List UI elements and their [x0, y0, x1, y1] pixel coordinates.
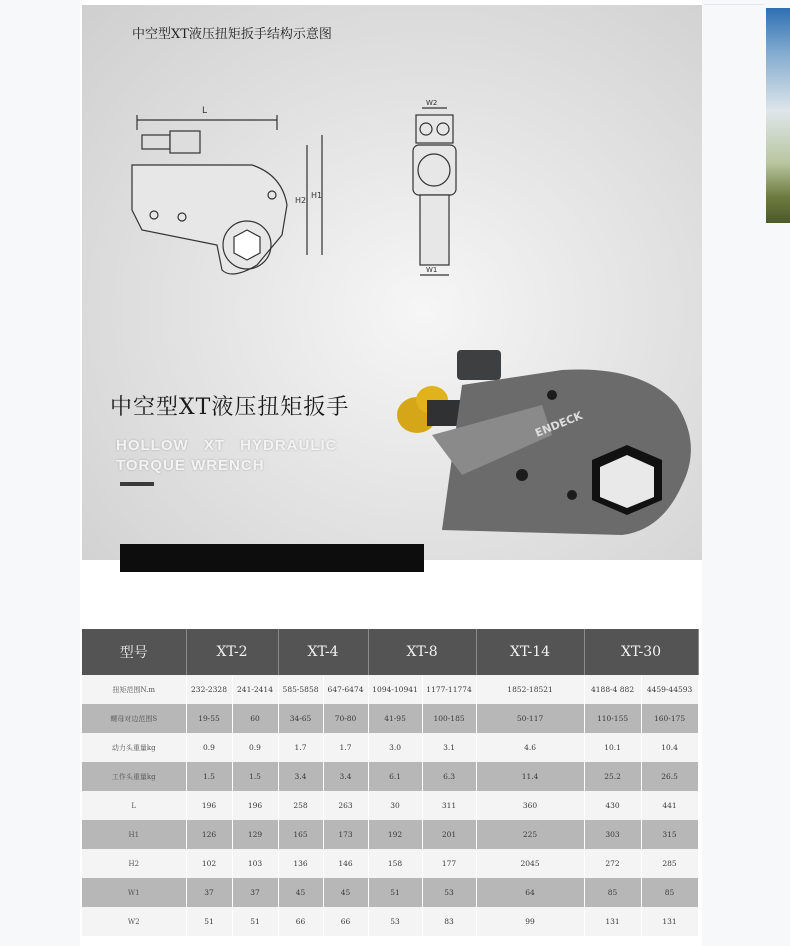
- black-bar: [120, 544, 424, 572]
- row-label: 扭矩范围N.m: [82, 675, 186, 704]
- table-cell: 1.5: [186, 762, 232, 791]
- structure-diagram: [82, 5, 702, 560]
- header-cell: XT-4: [278, 629, 368, 675]
- row-label: L: [82, 791, 186, 820]
- table-cell: 196: [232, 791, 278, 820]
- table-cell: 85: [584, 878, 641, 907]
- header-cell: XT-2: [186, 629, 278, 675]
- product-poster: [82, 5, 702, 560]
- brand-label: ENDECK: [533, 409, 585, 440]
- row-label: H2: [82, 849, 186, 878]
- table-cell: 51: [368, 878, 422, 907]
- left-gutter: [0, 0, 80, 946]
- dim-l: L: [202, 106, 208, 116]
- table-cell: 129: [232, 820, 278, 849]
- table-cell: 51: [186, 907, 232, 936]
- header-cell: XT-30: [584, 629, 698, 675]
- product-title-en-line1: HOLLOW XT HYDRAULIC: [116, 437, 338, 454]
- table-cell: 11.4: [476, 762, 584, 791]
- row-label: 工作头重量kg: [82, 762, 186, 791]
- table-cell: 146: [323, 849, 368, 878]
- table-cell: 4188-4 882: [584, 675, 641, 704]
- table-cell: 99: [476, 907, 584, 936]
- table-cell: 1177-11774: [422, 675, 476, 704]
- table-cell: 4.6: [476, 733, 584, 762]
- table-cell: 102: [186, 849, 232, 878]
- dim-w2: W2: [426, 99, 438, 107]
- table-cell: 165: [278, 820, 323, 849]
- divider: [704, 4, 764, 5]
- table-cell: 647-6474: [323, 675, 368, 704]
- table-cell: 6.3: [422, 762, 476, 791]
- table-cell: 53: [422, 878, 476, 907]
- table-cell: 1094-10941: [368, 675, 422, 704]
- table-cell: 3.4: [278, 762, 323, 791]
- row-label: W2: [82, 907, 186, 936]
- decorative-dash: [120, 482, 154, 486]
- table-cell: 1.7: [323, 733, 368, 762]
- front-view-drawing: [413, 108, 456, 275]
- table-cell: 4459-44593: [641, 675, 698, 704]
- table-cell: 160-175: [641, 704, 698, 733]
- table-cell: 285: [641, 849, 698, 878]
- wrench-photo: [397, 350, 691, 535]
- table-header-row: [82, 629, 698, 675]
- table-cell: 6.1: [368, 762, 422, 791]
- table-cell: 70-80: [323, 704, 368, 733]
- table-cell: 158: [368, 849, 422, 878]
- table-cell: 30: [368, 791, 422, 820]
- table-cell: 3.1: [422, 733, 476, 762]
- table-cell: 0.9: [232, 733, 278, 762]
- table-cell: 360: [476, 791, 584, 820]
- diagram-title: 中空型XT液压扭矩扳手结构示意图: [132, 27, 332, 42]
- table-cell: 272: [584, 849, 641, 878]
- dim-w1: W1: [426, 266, 438, 274]
- table-cell: 100-185: [422, 704, 476, 733]
- table-cell: 258: [278, 791, 323, 820]
- table-cell: 53: [368, 907, 422, 936]
- spec-table: [82, 629, 699, 936]
- table-cell: 136: [278, 849, 323, 878]
- table-cell: 66: [323, 907, 368, 936]
- table-cell: 1852-18521: [476, 675, 584, 704]
- table-cell: 232-2328: [186, 675, 232, 704]
- product-title-cn: 中空型XT液压扭矩扳手: [110, 395, 350, 420]
- table-row: [82, 820, 698, 849]
- table-cell: 51: [232, 907, 278, 936]
- row-label: W1: [82, 878, 186, 907]
- table-cell: 1.7: [278, 733, 323, 762]
- table-cell: 430: [584, 791, 641, 820]
- table-cell: 0.9: [186, 733, 232, 762]
- table-cell: 131: [641, 907, 698, 936]
- table-cell: 225: [476, 820, 584, 849]
- table-cell: 441: [641, 791, 698, 820]
- thumbnail-image[interactable]: [766, 8, 790, 223]
- table-cell: 83: [422, 907, 476, 936]
- table-cell: 37: [186, 878, 232, 907]
- table-row: [82, 907, 698, 936]
- table-cell: 110-155: [584, 704, 641, 733]
- table-cell: 19-55: [186, 704, 232, 733]
- table-cell: 311: [422, 791, 476, 820]
- dim-h1: H1: [311, 191, 323, 200]
- table-cell: 126: [186, 820, 232, 849]
- table-row: [82, 762, 698, 791]
- dim-h2: H2: [295, 196, 307, 205]
- table-cell: 10.1: [584, 733, 641, 762]
- product-title-en-line2: TORQUE WRENCH: [116, 457, 265, 474]
- table-cell: 263: [323, 791, 368, 820]
- table-body: [82, 675, 698, 936]
- table-cell: 3.0: [368, 733, 422, 762]
- table-cell: 173: [323, 820, 368, 849]
- table-cell: 192: [368, 820, 422, 849]
- table-cell: 2045: [476, 849, 584, 878]
- table-row: [82, 849, 698, 878]
- table-cell: 1.5: [232, 762, 278, 791]
- row-label: 螺母对边范围S: [82, 704, 186, 733]
- table-cell: 315: [641, 820, 698, 849]
- table-cell: 85: [641, 878, 698, 907]
- header-cell: 型号: [82, 629, 186, 675]
- table-cell: 585-5858: [278, 675, 323, 704]
- row-label: 动力头重量kg: [82, 733, 186, 762]
- table-cell: 60: [232, 704, 278, 733]
- table-cell: 50-117: [476, 704, 584, 733]
- table-cell: 45: [278, 878, 323, 907]
- table-cell: 303: [584, 820, 641, 849]
- table-cell: 131: [584, 907, 641, 936]
- table-cell: 103: [232, 849, 278, 878]
- table-cell: 241-2414: [232, 675, 278, 704]
- table-cell: 34-65: [278, 704, 323, 733]
- table-cell: 10.4: [641, 733, 698, 762]
- table-cell: 26.5: [641, 762, 698, 791]
- table-cell: 66: [278, 907, 323, 936]
- row-label: H1: [82, 820, 186, 849]
- table-row: [82, 675, 698, 704]
- side-view-drawing: [132, 115, 322, 274]
- header-cell: XT-14: [476, 629, 584, 675]
- table-cell: 201: [422, 820, 476, 849]
- header-cell: XT-8: [368, 629, 476, 675]
- table-cell: 64: [476, 878, 584, 907]
- table-cell: 37: [232, 878, 278, 907]
- table-row: [82, 704, 698, 733]
- table-cell: 196: [186, 791, 232, 820]
- table-row: [82, 878, 698, 907]
- table-row: [82, 791, 698, 820]
- table-cell: 41-95: [368, 704, 422, 733]
- table-cell: 177: [422, 849, 476, 878]
- table-cell: 3.4: [323, 762, 368, 791]
- table-cell: 45: [323, 878, 368, 907]
- table-row: [82, 733, 698, 762]
- table-cell: 25.2: [584, 762, 641, 791]
